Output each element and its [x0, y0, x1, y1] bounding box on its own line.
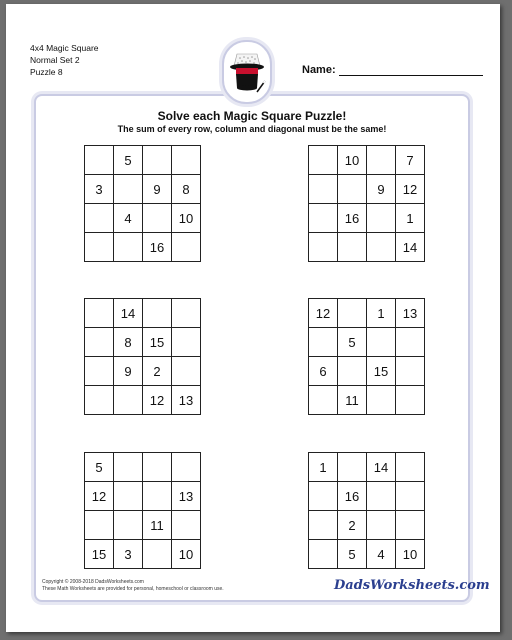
given-number-cell: 13 — [172, 482, 201, 511]
given-number-cell: 5 — [338, 540, 367, 569]
blank-cell[interactable] — [396, 511, 425, 540]
given-number-cell: 11 — [338, 386, 367, 415]
blank-cell[interactable] — [114, 511, 143, 540]
worksheet-info — [30, 42, 99, 78]
blank-cell[interactable] — [309, 386, 338, 415]
blank-cell[interactable] — [367, 328, 396, 357]
blank-cell[interactable] — [114, 453, 143, 482]
blank-cell[interactable] — [396, 328, 425, 357]
blank-cell[interactable] — [367, 386, 396, 415]
given-number-cell: 6 — [309, 357, 338, 386]
name-label: Name: — [302, 64, 336, 76]
given-number-cell: 13 — [396, 299, 425, 328]
given-number-cell: 13 — [172, 386, 201, 415]
blank-cell[interactable] — [309, 146, 338, 175]
given-number-cell: 15 — [143, 328, 172, 357]
magic-square-5 — [84, 452, 201, 569]
magic-square-2 — [308, 145, 425, 262]
given-number-cell: 10 — [172, 540, 201, 569]
given-number-cell: 14 — [114, 299, 143, 328]
given-number-cell: 5 — [114, 146, 143, 175]
given-number-cell: 9 — [143, 175, 172, 204]
blank-cell[interactable] — [143, 482, 172, 511]
given-number-cell: 4 — [367, 540, 396, 569]
magic-hat-icon — [227, 48, 267, 96]
blank-cell[interactable] — [172, 146, 201, 175]
blank-cell[interactable] — [143, 299, 172, 328]
brand-logo: DadsWorksheets.com — [334, 578, 490, 593]
blank-cell[interactable] — [143, 204, 172, 233]
blank-cell[interactable] — [172, 453, 201, 482]
footer-copyright: Copyright © 2008-2018 DadsWorksheets.com — [42, 579, 144, 585]
given-number-cell: 5 — [85, 453, 114, 482]
blank-cell[interactable] — [367, 482, 396, 511]
given-number-cell: 16 — [338, 204, 367, 233]
blank-cell[interactable] — [114, 482, 143, 511]
given-number-cell: 1 — [309, 453, 338, 482]
given-number-cell: 12 — [396, 175, 425, 204]
blank-cell[interactable] — [367, 233, 396, 262]
blank-cell[interactable] — [172, 328, 201, 357]
blank-cell[interactable] — [85, 146, 114, 175]
blank-cell[interactable] — [114, 386, 143, 415]
given-number-cell: 3 — [114, 540, 143, 569]
blank-cell[interactable] — [172, 357, 201, 386]
blank-cell[interactable] — [396, 386, 425, 415]
given-number-cell: 2 — [143, 357, 172, 386]
given-number-cell: 4 — [114, 204, 143, 233]
given-number-cell: 1 — [367, 299, 396, 328]
blank-cell[interactable] — [338, 233, 367, 262]
blank-cell[interactable] — [85, 233, 114, 262]
given-number-cell: 12 — [143, 386, 172, 415]
given-number-cell: 1 — [396, 204, 425, 233]
blank-cell[interactable] — [338, 357, 367, 386]
magic-square-6 — [308, 452, 425, 569]
blank-cell[interactable] — [396, 453, 425, 482]
blank-cell[interactable] — [309, 511, 338, 540]
blank-cell[interactable] — [172, 299, 201, 328]
given-number-cell: 15 — [367, 357, 396, 386]
given-number-cell: 10 — [396, 540, 425, 569]
blank-cell[interactable] — [85, 204, 114, 233]
magic-square-4 — [308, 298, 425, 415]
given-number-cell: 10 — [172, 204, 201, 233]
blank-cell[interactable] — [338, 299, 367, 328]
given-number-cell: 2 — [338, 511, 367, 540]
blank-cell[interactable] — [396, 357, 425, 386]
given-number-cell: 7 — [396, 146, 425, 175]
blank-cell[interactable] — [114, 175, 143, 204]
blank-cell[interactable] — [172, 233, 201, 262]
blank-cell[interactable] — [85, 386, 114, 415]
blank-cell[interactable] — [309, 233, 338, 262]
blank-cell[interactable] — [367, 204, 396, 233]
blank-cell[interactable] — [172, 511, 201, 540]
given-number-cell: 14 — [367, 453, 396, 482]
blank-cell[interactable] — [367, 511, 396, 540]
given-number-cell: 15 — [85, 540, 114, 569]
given-number-cell: 12 — [85, 482, 114, 511]
blank-cell[interactable] — [85, 299, 114, 328]
blank-cell[interactable] — [85, 357, 114, 386]
instructions-title: Solve each Magic Square Puzzle! — [157, 109, 347, 123]
blank-cell[interactable] — [143, 540, 172, 569]
magic-square-1 — [84, 145, 201, 262]
worksheet-puzzle-number: Puzzle 8 — [30, 67, 63, 77]
worksheet-type: 4x4 Magic Square — [30, 43, 99, 53]
logo-badge — [222, 40, 272, 104]
given-number-cell: 10 — [338, 146, 367, 175]
given-number-cell: 5 — [338, 328, 367, 357]
blank-cell[interactable] — [143, 453, 172, 482]
blank-cell[interactable] — [309, 204, 338, 233]
name-blank-line[interactable] — [339, 64, 483, 76]
given-number-cell: 11 — [143, 511, 172, 540]
blank-cell[interactable] — [367, 146, 396, 175]
blank-cell[interactable] — [114, 233, 143, 262]
given-number-cell: 16 — [143, 233, 172, 262]
given-number-cell: 3 — [85, 175, 114, 204]
blank-cell[interactable] — [338, 175, 367, 204]
given-number-cell: 9 — [114, 357, 143, 386]
given-number-cell: 8 — [114, 328, 143, 357]
magic-square-3 — [84, 298, 201, 415]
blank-cell[interactable] — [85, 511, 114, 540]
name-row — [302, 64, 483, 76]
blank-cell[interactable] — [396, 482, 425, 511]
instructions-subtitle: The sum of every row, column and diagonal must be the same! — [117, 124, 387, 134]
blank-cell[interactable] — [85, 328, 114, 357]
blank-cell[interactable] — [309, 328, 338, 357]
blank-cell[interactable] — [143, 146, 172, 175]
given-number-cell: 8 — [172, 175, 201, 204]
given-number-cell: 9 — [367, 175, 396, 204]
footer-notice: These Math Worksheets are provided for personal, homeschool or classroom use. — [42, 586, 224, 592]
given-number-cell: 14 — [396, 233, 425, 262]
given-number-cell: 16 — [338, 482, 367, 511]
blank-cell[interactable] — [338, 453, 367, 482]
blank-cell[interactable] — [309, 482, 338, 511]
blank-cell[interactable] — [309, 540, 338, 569]
worksheet-set: Normal Set 2 — [30, 55, 80, 65]
given-number-cell: 12 — [309, 299, 338, 328]
footer-copyright-block — [42, 579, 224, 593]
blank-cell[interactable] — [309, 175, 338, 204]
